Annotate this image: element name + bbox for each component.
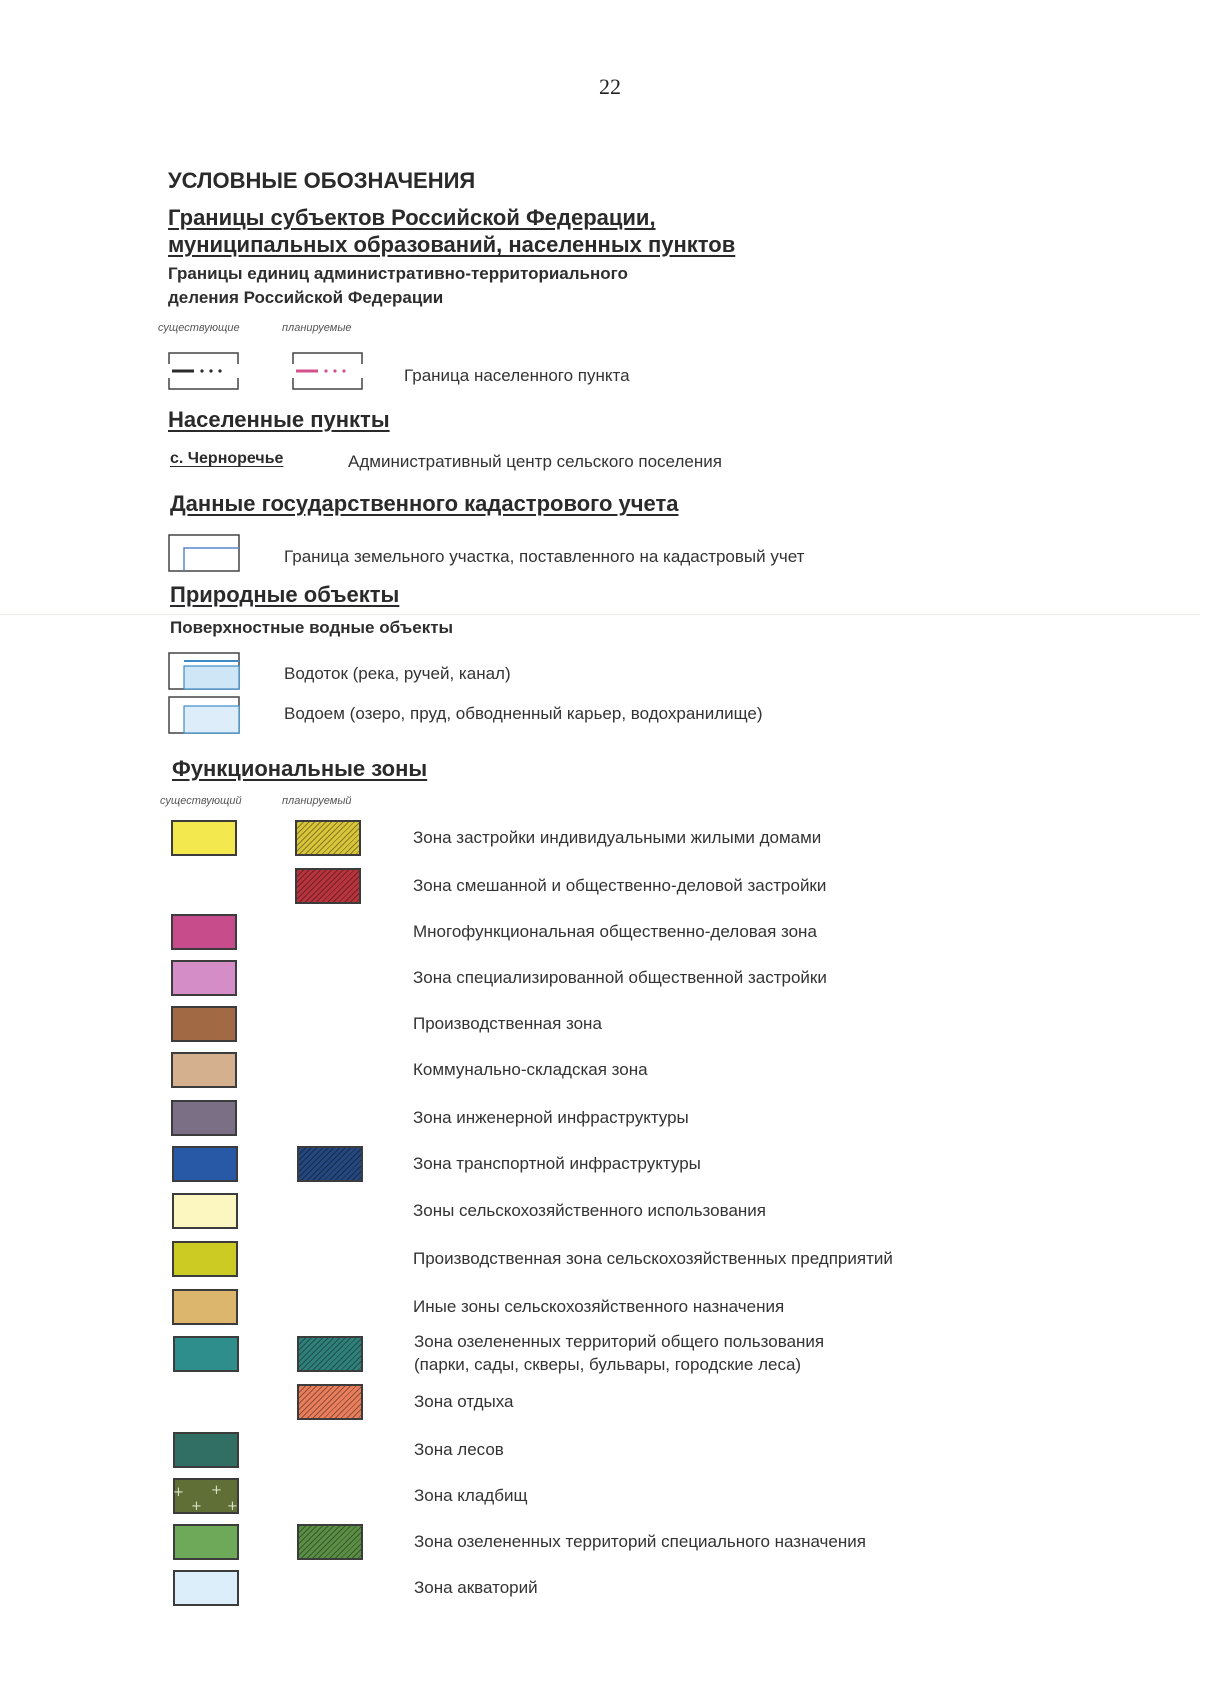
zone-planned-swatch bbox=[297, 1146, 363, 1182]
zone-label: Коммунально-складская зона bbox=[413, 1060, 648, 1079]
legend-title: УСЛОВНЫЕ ОБОЗНАЧЕНИЯ bbox=[168, 168, 476, 193]
boundaries-heading-line1: Границы субъектов Российской Федерации, bbox=[168, 205, 656, 230]
zone-existing-swatch bbox=[172, 1146, 238, 1182]
zone-existing-swatch bbox=[173, 1336, 239, 1372]
zone-existing-swatch bbox=[173, 1524, 239, 1560]
zone-label: Иные зоны сельскохозяйственного назначения bbox=[413, 1297, 785, 1316]
zone-planned-swatch bbox=[297, 1336, 363, 1372]
zone-label: Производственная зона сельскохозяйственных предприятий bbox=[413, 1249, 893, 1268]
zone-label: Зона озелененных территорий специального назначения bbox=[414, 1532, 866, 1551]
boundaries-heading-line2: муниципальных образований, населенных пунктов bbox=[168, 232, 736, 257]
zone-label: Зона специализированной общественной застройки bbox=[413, 968, 827, 987]
zone-label: Зона инженерной инфраструктуры bbox=[413, 1108, 689, 1127]
zone-existing-swatch bbox=[171, 960, 237, 996]
zone-existing-swatch bbox=[173, 1478, 239, 1514]
zone-existing-swatch bbox=[172, 1193, 238, 1229]
svg-text:+: + bbox=[191, 1499, 202, 1514]
boundaries-existing-caption: существующие bbox=[158, 322, 240, 334]
water-reservoir-symbol bbox=[168, 696, 240, 734]
zone-label: Зона транспортной инфраструктуры bbox=[413, 1154, 701, 1173]
zone-label: Зона смешанной и общественно-деловой застройки bbox=[413, 876, 827, 895]
boundary-planned-symbol bbox=[292, 352, 364, 390]
zone-label: Многофункциональная общественно-деловая зона bbox=[413, 922, 817, 941]
water-reservoir-label: Водоем (озеро, пруд, обводненный карьер, водохранилище) bbox=[284, 704, 763, 723]
svg-text:+: + bbox=[211, 1483, 222, 1498]
settlement-admin-center-label: Административный центр сельского поселения bbox=[348, 452, 722, 471]
zone-planned-swatch bbox=[297, 1524, 363, 1560]
zones-heading: Функциональные зоны bbox=[172, 756, 428, 781]
cadastre-heading: Данные государственного кадастрового учета bbox=[170, 491, 679, 516]
page-number: 22 bbox=[599, 74, 621, 99]
zone-existing-swatch bbox=[171, 1100, 237, 1136]
boundary-existing-symbol bbox=[168, 352, 240, 390]
watercourse-symbol bbox=[168, 652, 240, 690]
boundary-settlement-label: Граница населенного пункта bbox=[404, 366, 630, 385]
watercourse-label: Водоток (река, ручей, канал) bbox=[284, 664, 511, 683]
zone-label: Зона озелененных территорий общего пользования bbox=[414, 1332, 825, 1351]
boundaries-subheading-line2: деления Российской Федерации bbox=[168, 288, 444, 307]
zone-label: Зона застройки индивидуальными жилыми домами bbox=[413, 828, 822, 847]
cadastre-parcel-symbol bbox=[168, 534, 240, 572]
zones-existing-caption: существующий bbox=[160, 795, 242, 807]
svg-text:+: + bbox=[173, 1485, 184, 1500]
boundaries-subheading-line1: Границы единиц административно-территориального bbox=[168, 264, 628, 283]
zone-existing-swatch bbox=[173, 1432, 239, 1468]
zone-planned-swatch bbox=[295, 868, 361, 904]
zone-existing-swatch bbox=[171, 820, 237, 856]
svg-text:+: + bbox=[227, 1499, 238, 1514]
cadastre-parcel-label: Граница земельного участка, поставленного на кадастровый учет bbox=[284, 547, 805, 566]
zone-planned-swatch bbox=[297, 1384, 363, 1420]
water-bodies-subheading: Поверхностные водные объекты bbox=[170, 618, 454, 637]
zone-existing-swatch bbox=[172, 1289, 238, 1325]
zone-label: Зона лесов bbox=[414, 1440, 504, 1459]
settlements-heading: Населенные пункты bbox=[168, 407, 390, 432]
zone-label-line2: (парки, сады, скверы, бульвары, городские леса) bbox=[414, 1355, 802, 1374]
zone-existing-swatch bbox=[171, 914, 237, 950]
zone-label: Зона кладбищ bbox=[414, 1486, 528, 1505]
zones-planned-caption: планируемый bbox=[282, 795, 352, 807]
zone-existing-swatch bbox=[171, 1052, 237, 1088]
zone-label: Производственная зона bbox=[413, 1014, 602, 1033]
zone-existing-swatch bbox=[173, 1570, 239, 1606]
zone-label: Зона акваторий bbox=[414, 1578, 538, 1597]
nature-heading: Природные объекты bbox=[170, 582, 400, 607]
zone-planned-swatch bbox=[295, 820, 361, 856]
settlement-sample-name: с. Черноречье bbox=[170, 450, 284, 467]
scan-seam bbox=[0, 614, 1200, 615]
zone-existing-swatch bbox=[172, 1241, 238, 1277]
zone-existing-swatch bbox=[171, 1006, 237, 1042]
zone-label: Зоны сельскохозяйственного использования bbox=[413, 1201, 766, 1220]
zone-label: Зона отдыха bbox=[414, 1392, 514, 1411]
boundaries-planned-caption: планируемые bbox=[282, 322, 352, 334]
